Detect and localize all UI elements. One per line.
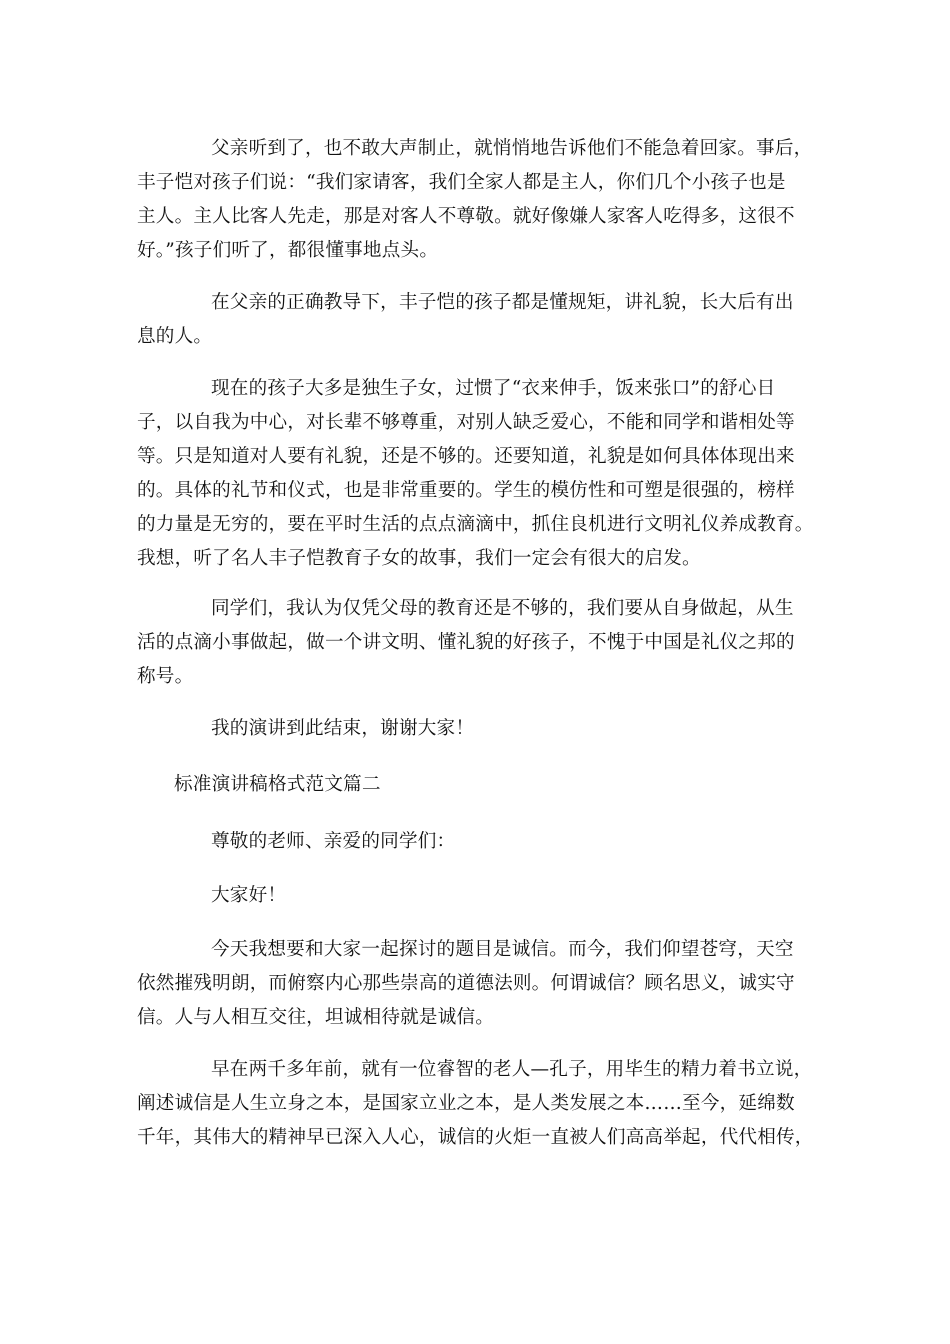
text-line: 同学们，我认为仅凭父母的教育还是不够的，我们要从自身做起，从生 — [211, 598, 794, 619]
text-line: 等。只是知道对人要有礼貌，还是不够的。还要知道，礼貌是如何具体体现出来 — [137, 446, 795, 467]
section-heading — [137, 768, 823, 802]
text-line: 我想，听了名人丰子恺教育子女的故事，我们一定会有很大的启发。 — [137, 548, 701, 569]
text-line: 尊敬的老师、亲爱的同学们： — [211, 831, 456, 852]
text-line: 丰子恺对孩子们说：“我们家请客，我们全家人都是主人，你们几个小孩子也是 — [137, 172, 786, 193]
section-title: 标准演讲稿格式范文篇二 — [174, 774, 381, 795]
paragraph-modern-children — [137, 372, 823, 576]
text-line: 在父亲的正确教导下，丰子恺的孩子都是懂规矩，讲礼貌，长大后有出 — [211, 292, 794, 313]
text-line: 早在两千多年前，就有一位睿智的老人—孔子，用毕生的精力着书立说， — [211, 1059, 813, 1080]
text-line: 依然摧残明朗，而俯察内心那些崇高的道德法则。何谓诚信？顾名思义，诚实守 — [137, 973, 795, 994]
paragraph-greeting — [137, 879, 823, 913]
text-line: 的力量是无穷的，要在平时生活的点点滴滴中，抓住良机进行文明礼仪养成教育。 — [137, 514, 814, 535]
text-line: 我的演讲到此结束，谢谢大家！ — [211, 718, 475, 739]
text-line: 信。人与人相互交往，坦诚相待就是诚信。 — [137, 1007, 495, 1028]
text-line: 称号。 — [137, 666, 194, 687]
text-line: 千年，其伟大的精神早已深入人心，诚信的火炬一直被人们高高举起，代代相传， — [137, 1127, 814, 1148]
text-line: 的。具体的礼节和仪式，也是非常重要的。学生的模仿性和可塑是很强的，榜样 — [137, 480, 795, 501]
paragraph-confucius — [137, 1053, 823, 1155]
paragraph-classmates — [137, 592, 823, 694]
text-line: 大家好！ — [211, 885, 287, 906]
text-line: 活的点滴小事做起，做一个讲文明、懂礼貌的好孩子，不愧于中国是礼仪之邦的 — [137, 632, 795, 653]
text-line: 息的人。 — [137, 326, 213, 347]
text-line: 父亲听到了，也不敢大声制止，就悄悄地告诉他们不能急着回家。事后， — [211, 138, 813, 159]
paragraph-integrity-topic — [137, 933, 823, 1035]
text-line: 好。”孩子们听了，都很懂事地点头。 — [137, 240, 439, 261]
paragraph-correct-teaching — [137, 286, 823, 354]
text-line: 今天我想要和大家一起探讨的题目是诚信。而今，我们仰望苍穹，天空 — [211, 939, 794, 960]
paragraph-speech-end — [137, 712, 823, 746]
text-line: 阐述诚信是人生立身之本，是国家立业之本，是人类发展之本……至今，延绵数 — [137, 1093, 795, 1114]
text-line: 主人。主人比客人先走，那是对客人不尊敬。就好像嫌人家客人吃得多，这很不 — [137, 206, 795, 227]
paragraph-salutation — [137, 825, 823, 859]
text-line: 现在的孩子大多是独生子女，过惯了“衣来伸手，饭来张口”的舒心日 — [211, 378, 776, 399]
text-line: 子，以自我为中心，对长辈不够尊重，对别人缺乏爱心，不能和同学和谐相处等 — [137, 412, 795, 433]
paragraph-father-overheard — [137, 132, 823, 268]
